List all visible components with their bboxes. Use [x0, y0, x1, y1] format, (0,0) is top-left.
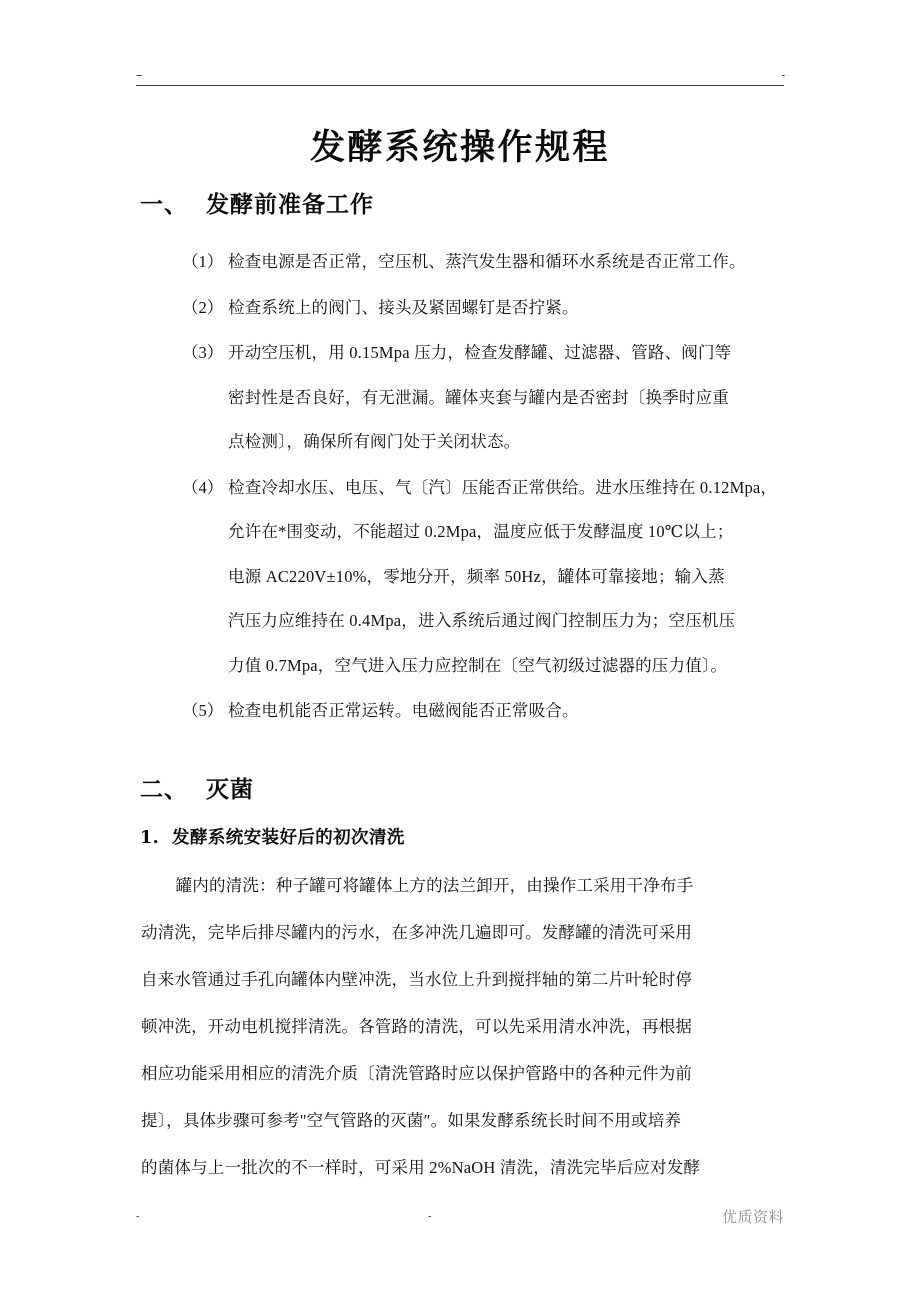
text-line: 提〕，具体步骤可参考"空气管路的灭菌″。如果发酵系统长时间不用或培养: [141, 1111, 682, 1130]
text-line: 动清洗，完毕后排尽罐内的污水，在多冲洗几遍即可。发酵罐的清洗可采用: [141, 923, 693, 942]
subsection-heading-initial-cleaning: 1. 发酵系统安装好后的初次清洗: [140, 828, 405, 848]
header-mark-right: -: [781, 69, 784, 81]
list-item-body: [228, 689, 832, 734]
list-item-marker: （5）: [182, 701, 224, 720]
section-heading-one: 一、 发酵前准备工作: [140, 191, 375, 218]
text-line: 自来水管通过手孔向罐体内壁冲洗，当水位上升到搅拌轴的第二片叶轮时停: [141, 970, 693, 989]
list-item: [182, 240, 832, 285]
text-line: 罐内的清洗：种子罐可将罐体上方的法兰卸开，由操作工采用干净布手: [141, 876, 694, 895]
text-line: 开动空压机，用 0.15Mpa 压力，检查发酵罐、过滤器、管路、阀门等: [228, 343, 732, 362]
text-line: 点检测〕，确保所有阀门处于关闭状态。: [228, 432, 521, 451]
text-line: 力值 0.7Mpa，空气进入压力应控制在〔空气初级过滤器的压力值〕。: [228, 655, 728, 675]
text-line: 的菌体与上一批次的不一样时，可采用 2%NaOH 清洗，清洗完毕后应对发酵: [141, 1158, 701, 1177]
page-header: [136, 66, 784, 92]
list-item-marker: （1）: [182, 252, 224, 271]
list-item-marker: （2）: [182, 297, 224, 317]
text-line: 检查电机能否正常运转。电磁阀能否正常吸合。: [228, 701, 579, 720]
section-heading-two: 二、 灭菌: [140, 776, 255, 803]
header-mark-left: --: [136, 69, 142, 81]
list-item-marker: （3）: [182, 343, 224, 362]
list-item: [182, 466, 832, 689]
list-item-body: [228, 331, 832, 465]
header-divider: [136, 85, 784, 86]
text-line: 汽压力应维持在 0.4Mpa，进入系统后通过阀门控制压力为；空压机压: [228, 611, 736, 630]
list-item-body: [228, 286, 832, 331]
preparation-checklist: [182, 240, 832, 735]
footer-mark-center: -: [428, 1211, 431, 1222]
text-line: 电源 AC220V±10%，零地分开，频率 50Hz，罐体可靠接地；输入蒸: [228, 566, 725, 586]
page-footer: [136, 1208, 784, 1234]
page-title: 发酵系统操作规程: [309, 127, 610, 168]
list-item: [182, 689, 832, 734]
list-item-marker: （4）: [182, 477, 224, 497]
footer-mark-left: -: [136, 1211, 139, 1222]
text-line: 允许在*围变动，不能超过 0.2Mpa，温度应低于发酵温度 10℃以上；: [228, 522, 734, 541]
list-item: [182, 331, 832, 465]
text-line: 相应功能采用相应的清洗介质〔清洗管路时应以保护管路中的各种元件为前: [141, 1064, 693, 1083]
text-line: 密封性是否良好，有无泄漏。罐体夹套与罐内是否密封〔换季时应重: [228, 387, 729, 407]
text-line: 检查系统上的阀门、接头及紧固螺钉是否拧紧。: [228, 297, 579, 317]
text-line: 检查电源是否正常，空压机、蒸汽发生器和循环水系统是否正常工作。: [228, 252, 746, 271]
list-item-body: [228, 466, 832, 689]
list-item: [182, 286, 832, 331]
text-line: 顿冲洗，开动电机搅拌清洗。各管路的清洗，可以先采用清水冲洗，再根据: [141, 1017, 693, 1036]
text-line: 检查冷却水压、电压、气〔汽〕压能否正常供给。进水压维持在 0.12Mpa，: [228, 477, 778, 497]
body-paragraph: [141, 862, 789, 1191]
list-item-body: [228, 240, 832, 285]
footer-watermark: 优质资料: [721, 1210, 784, 1226]
